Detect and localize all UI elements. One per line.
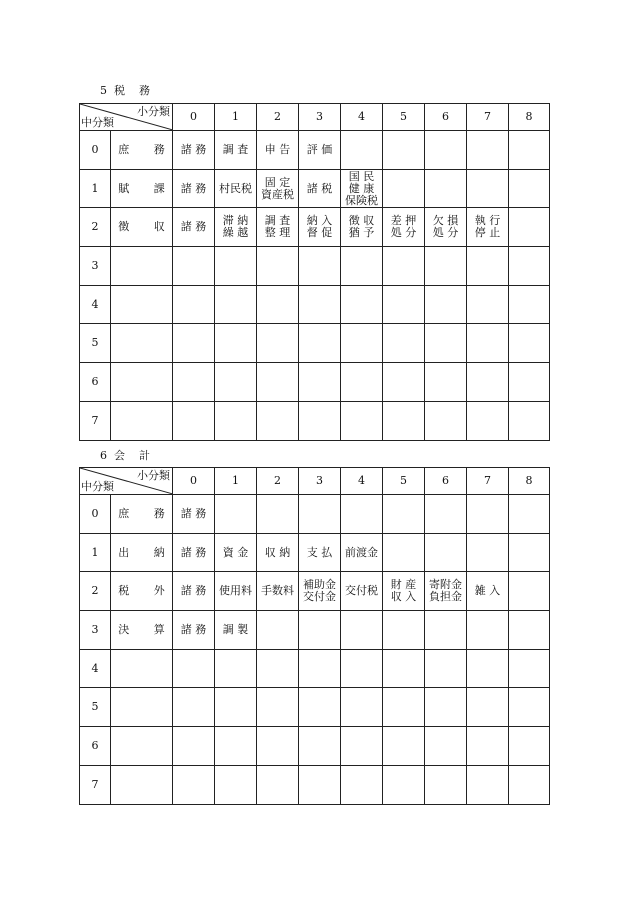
cell-text: 補助金 交付金 — [303, 578, 336, 604]
column-header: 7 — [467, 104, 509, 131]
table-cell — [509, 533, 550, 572]
table-row — [80, 495, 550, 534]
cell-text: 評 価 — [306, 142, 333, 156]
cell-text: 資 金 — [222, 545, 249, 559]
table-cell — [425, 131, 467, 170]
table-cell — [215, 727, 257, 766]
mid-category-name — [111, 247, 173, 286]
row-number: 6 — [80, 363, 111, 402]
table-cell — [173, 649, 215, 688]
table-cell — [299, 688, 341, 727]
table-cell — [383, 495, 425, 534]
table-cell — [257, 247, 299, 286]
cell-text: 収 納 — [264, 545, 291, 559]
column-header: 1 — [215, 104, 257, 131]
table-cell — [257, 324, 299, 363]
table-cell — [341, 533, 383, 572]
table-cell — [215, 363, 257, 402]
table-cell — [215, 611, 257, 650]
table-cell — [173, 208, 215, 247]
table-cell — [173, 401, 215, 440]
table-row — [80, 649, 550, 688]
table-cell — [299, 572, 341, 611]
cell-text: 調 製 — [222, 622, 249, 636]
table-cell — [467, 247, 509, 286]
table-cell — [173, 495, 215, 534]
cell-text: 申 告 — [264, 142, 291, 156]
table-cell — [299, 131, 341, 170]
table-cell — [383, 285, 425, 324]
mid-category-name: 庶 務 — [111, 495, 173, 534]
table-cell — [467, 401, 509, 440]
cell-text: 差 押 処 分 — [390, 214, 417, 240]
table-cell — [215, 324, 257, 363]
table-cell — [215, 285, 257, 324]
table-row — [80, 727, 550, 766]
cell-text: 諸 務 — [180, 220, 207, 234]
table-cell — [509, 611, 550, 650]
row-number: 7 — [80, 765, 111, 804]
row-number: 5 — [80, 324, 111, 363]
table-cell — [215, 247, 257, 286]
table-cell — [215, 572, 257, 611]
cell-text: 執 行 停 止 — [474, 214, 501, 240]
table-cell — [467, 649, 509, 688]
cell-text: 雑 入 — [474, 584, 501, 598]
column-header: 4 — [341, 468, 383, 495]
mid-category-name — [111, 765, 173, 804]
row-number: 4 — [80, 649, 111, 688]
table-cell — [299, 533, 341, 572]
row-number: 0 — [80, 495, 111, 534]
table-cell — [467, 324, 509, 363]
mid-category-name — [111, 324, 173, 363]
table-cell — [341, 324, 383, 363]
table-cell — [467, 688, 509, 727]
header-small-category: 小分類 — [137, 105, 170, 118]
table-row — [80, 247, 550, 286]
table-cell — [341, 572, 383, 611]
section-title-tax: 5 税 務 — [100, 84, 150, 97]
mid-category-name: 庶 務 — [111, 131, 173, 170]
table-cell — [257, 649, 299, 688]
table-cell — [509, 208, 550, 247]
table-cell — [467, 765, 509, 804]
table-cell — [467, 169, 509, 208]
table-cell — [299, 247, 341, 286]
cell-text: 諸 務 — [180, 545, 207, 559]
table-cell — [383, 131, 425, 170]
row-number: 0 — [80, 131, 111, 170]
column-header: 6 — [425, 104, 467, 131]
table-cell — [173, 727, 215, 766]
table-cell — [467, 533, 509, 572]
table-cell — [509, 247, 550, 286]
table-cell — [383, 572, 425, 611]
cell-text: 固 定 資産税 — [261, 175, 294, 201]
table-cell — [215, 169, 257, 208]
column-header: 0 — [173, 104, 215, 131]
mid-category-name — [111, 649, 173, 688]
column-header: 2 — [257, 104, 299, 131]
table-cell — [383, 401, 425, 440]
table-cell — [383, 765, 425, 804]
table-cell — [299, 363, 341, 402]
row-number: 1 — [80, 169, 111, 208]
mid-category-name — [111, 363, 173, 402]
header-small-category: 小分類 — [137, 469, 170, 482]
cell-text: 交付税 — [345, 584, 378, 598]
table-cell — [173, 765, 215, 804]
table-cell — [257, 572, 299, 611]
table-cell — [257, 688, 299, 727]
table-row — [80, 572, 550, 611]
table-cell — [299, 324, 341, 363]
table-cell — [425, 324, 467, 363]
table-cell — [341, 247, 383, 286]
cell-text: 支 払 — [306, 545, 333, 559]
table-cell — [341, 688, 383, 727]
table-row — [80, 285, 550, 324]
table-cell — [383, 208, 425, 247]
header-corner-cell — [80, 468, 173, 495]
table-row — [80, 611, 550, 650]
table-cell — [215, 495, 257, 534]
table-cell — [383, 649, 425, 688]
table-cell — [383, 363, 425, 402]
table-cell — [467, 131, 509, 170]
table-cell — [425, 363, 467, 402]
cell-text: 諸 税 — [306, 181, 333, 195]
cell-text: 諸 務 — [180, 506, 207, 520]
table-cell — [257, 363, 299, 402]
column-header: 7 — [467, 468, 509, 495]
mid-category-name — [111, 401, 173, 440]
cell-text: 村民税 — [219, 181, 252, 195]
row-number: 2 — [80, 572, 111, 611]
table-cell — [425, 208, 467, 247]
table-cell — [383, 727, 425, 766]
table-cell — [173, 131, 215, 170]
table-cell — [257, 169, 299, 208]
table-cell — [215, 533, 257, 572]
row-number: 7 — [80, 401, 111, 440]
cell-text: 寄附金 負担金 — [429, 578, 462, 604]
table-cell — [173, 688, 215, 727]
table-cell — [509, 363, 550, 402]
table-cell — [425, 765, 467, 804]
table-cell — [257, 533, 299, 572]
table-row — [80, 688, 550, 727]
table-cell — [383, 533, 425, 572]
table-cell — [341, 169, 383, 208]
table-cell — [509, 401, 550, 440]
column-header: 8 — [509, 468, 550, 495]
table-cell — [299, 169, 341, 208]
table-cell — [467, 285, 509, 324]
table-cell — [257, 495, 299, 534]
table-cell — [257, 611, 299, 650]
header-mid-category: 中分類 — [81, 116, 114, 129]
table-row — [80, 208, 550, 247]
table-cell — [215, 131, 257, 170]
column-header: 4 — [341, 104, 383, 131]
cell-text: 前渡金 — [345, 545, 378, 559]
table-cell — [257, 765, 299, 804]
table-cell — [257, 727, 299, 766]
row-number: 4 — [80, 285, 111, 324]
table-cell — [341, 649, 383, 688]
table-cell — [215, 765, 257, 804]
table-cell — [467, 495, 509, 534]
mid-category-name: 出 納 — [111, 533, 173, 572]
table-cell — [425, 688, 467, 727]
column-header: 5 — [383, 104, 425, 131]
table-cell — [467, 363, 509, 402]
table-cell — [173, 285, 215, 324]
cell-text: 手数料 — [261, 584, 294, 598]
table-cell — [509, 324, 550, 363]
column-header: 3 — [299, 468, 341, 495]
mid-category-name: 決 算 — [111, 611, 173, 650]
table-cell — [173, 247, 215, 286]
cell-text: 諸 務 — [180, 622, 207, 636]
table-cell — [509, 649, 550, 688]
table-cell — [299, 495, 341, 534]
row-number: 1 — [80, 533, 111, 572]
cell-text: 滞 納 繰 越 — [222, 214, 249, 240]
cell-text: 納 入 督 促 — [306, 214, 333, 240]
table-cell — [257, 285, 299, 324]
table-cell — [425, 285, 467, 324]
row-number: 6 — [80, 727, 111, 766]
table-cell — [509, 495, 550, 534]
table-row — [80, 131, 550, 170]
table-cell — [383, 324, 425, 363]
table-cell — [173, 169, 215, 208]
mid-category-name: 徴 収 — [111, 208, 173, 247]
table-cell — [509, 727, 550, 766]
table-cell — [173, 611, 215, 650]
table-cell — [257, 208, 299, 247]
table-cell — [215, 401, 257, 440]
table-row — [80, 533, 550, 572]
section-title-accounting: 6 会 計 — [100, 449, 150, 462]
table-cell — [299, 765, 341, 804]
table-cell — [341, 727, 383, 766]
table-cell — [509, 688, 550, 727]
table-cell — [173, 363, 215, 402]
table-cell — [425, 611, 467, 650]
table-cell — [299, 401, 341, 440]
table-cell — [383, 247, 425, 286]
table-row — [80, 169, 550, 208]
table-row — [80, 363, 550, 402]
table-row — [80, 765, 550, 804]
table-cell — [425, 401, 467, 440]
table-cell — [257, 401, 299, 440]
table-cell — [299, 208, 341, 247]
header-mid-category: 中分類 — [81, 480, 114, 493]
table-cell — [425, 533, 467, 572]
mid-category-name — [111, 285, 173, 324]
table-row — [80, 324, 550, 363]
column-header: 1 — [215, 468, 257, 495]
table-cell — [425, 495, 467, 534]
table-cell — [467, 727, 509, 766]
column-header: 5 — [383, 468, 425, 495]
column-header: 3 — [299, 104, 341, 131]
table-cell — [509, 572, 550, 611]
table-cell — [341, 363, 383, 402]
table-cell — [341, 285, 383, 324]
cell-text: 諸 務 — [180, 142, 207, 156]
table-cell — [467, 611, 509, 650]
column-header: 6 — [425, 468, 467, 495]
row-number: 3 — [80, 247, 111, 286]
table-row — [80, 401, 550, 440]
table-cell — [173, 324, 215, 363]
table-cell — [467, 208, 509, 247]
column-header: 2 — [257, 468, 299, 495]
table-cell — [215, 649, 257, 688]
table-cell — [509, 169, 550, 208]
table-cell — [383, 611, 425, 650]
table-cell — [425, 169, 467, 208]
cell-text: 諸 務 — [180, 584, 207, 598]
cell-text: 欠 損 処 分 — [432, 214, 459, 240]
cell-text: 諸 務 — [180, 181, 207, 195]
row-number: 2 — [80, 208, 111, 247]
table-cell — [425, 247, 467, 286]
table-cell — [215, 208, 257, 247]
table-cell — [341, 611, 383, 650]
row-number: 3 — [80, 611, 111, 650]
table-cell — [215, 688, 257, 727]
table-cell — [509, 285, 550, 324]
table-cell — [341, 131, 383, 170]
table-cell — [341, 401, 383, 440]
cell-text: 財 産 収 入 — [390, 578, 417, 604]
mid-category-name: 賦 課 — [111, 169, 173, 208]
table-cell — [341, 765, 383, 804]
mid-category-name — [111, 727, 173, 766]
table-cell — [173, 533, 215, 572]
cell-text: 徴 収 猶 予 — [348, 214, 375, 240]
cell-text: 国 民 健 康 保険税 — [345, 169, 378, 207]
table-cell — [509, 131, 550, 170]
mid-category-name — [111, 688, 173, 727]
table-cell — [425, 572, 467, 611]
cell-text: 調 査 — [222, 142, 249, 156]
classification-table-tax — [79, 103, 550, 441]
column-header: 8 — [509, 104, 550, 131]
classification-table-accounting — [79, 467, 550, 805]
table-cell — [173, 572, 215, 611]
table-cell — [467, 572, 509, 611]
column-header: 0 — [173, 468, 215, 495]
table-cell — [257, 131, 299, 170]
table-cell — [425, 649, 467, 688]
table-cell — [341, 495, 383, 534]
mid-category-name: 税 外 — [111, 572, 173, 611]
table-cell — [299, 285, 341, 324]
table-cell — [425, 727, 467, 766]
table-cell — [299, 611, 341, 650]
table-cell — [341, 208, 383, 247]
row-number: 5 — [80, 688, 111, 727]
header-corner-cell — [80, 104, 173, 131]
table-cell — [299, 649, 341, 688]
cell-text: 調 査 整 理 — [264, 214, 291, 240]
cell-text: 使用料 — [219, 584, 252, 598]
table-cell — [383, 169, 425, 208]
table-cell — [299, 727, 341, 766]
table-cell — [383, 688, 425, 727]
table-cell — [509, 765, 550, 804]
